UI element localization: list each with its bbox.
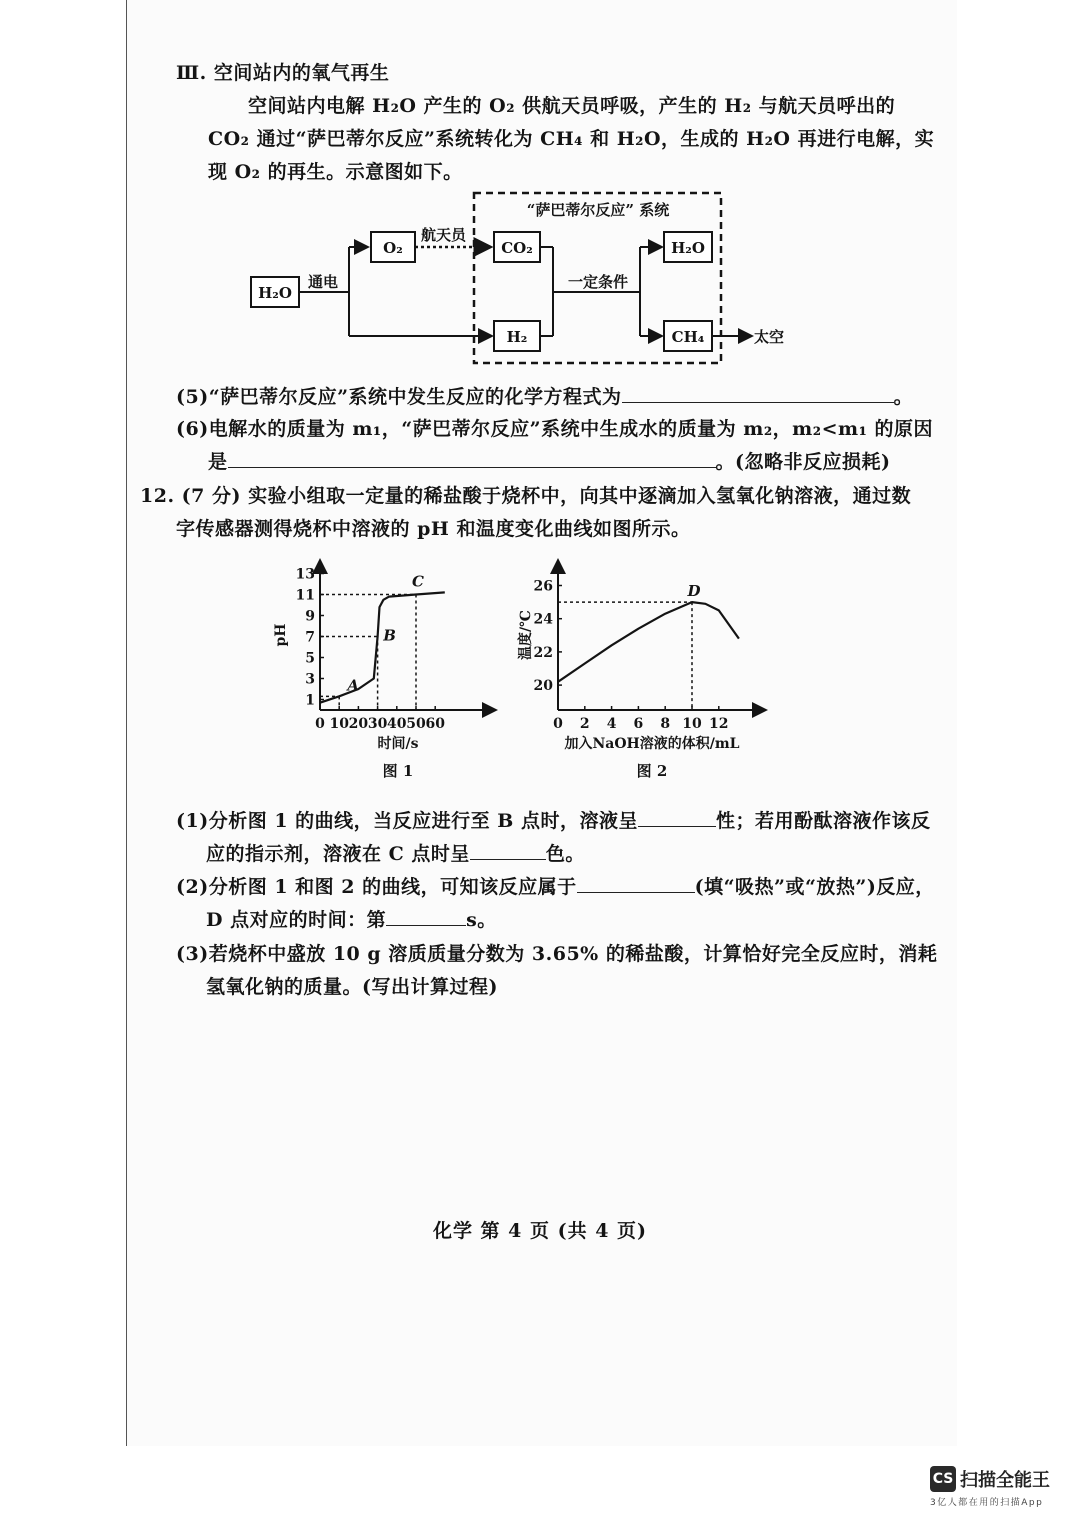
- point-label-A: A: [347, 676, 360, 695]
- watermark-subtitle: 3亿人都在用的扫描App: [930, 1498, 1044, 1508]
- watermark-name: 扫描全能王: [960, 1470, 1050, 1491]
- y-tick-label: 13: [295, 566, 315, 583]
- q12-line-2: 字传感器测得烧杯中溶液的 pH 和温度变化曲线如图所示。: [176, 518, 691, 540]
- x-tick-label: 4: [606, 716, 617, 732]
- x-tick-label: 6: [633, 716, 644, 732]
- q12-sub3-line1: (3)若烧杯中盛放 10 g 溶质质量分数为 3.65% 的稀盐酸，计算恰好完全反应时，消耗: [176, 943, 938, 965]
- x-tick-label: 30: [367, 716, 388, 732]
- paragraph-line-3: 现 O₂ 的再生。示意图如下。: [208, 161, 463, 183]
- o2-label: O₂: [383, 239, 403, 257]
- x-tick-label: 2: [579, 716, 590, 732]
- q12-sub2-blank-2[interactable]: [386, 907, 466, 926]
- space-label: 太空: [754, 328, 785, 346]
- series-line: [558, 602, 739, 682]
- x-tick-label: 10: [329, 716, 349, 732]
- x-tick-label: 0: [553, 716, 563, 732]
- astronaut-label: 航天员: [421, 226, 467, 244]
- y-tick-label: 9: [305, 608, 315, 625]
- co2-label: CO₂: [501, 239, 533, 257]
- x-tick-label: 0: [315, 716, 325, 732]
- q12-sub2-line1: (2)分析图 1 和图 2 的曲线，可知该反应属于 (填“吸热”或“放热”)反应，: [176, 876, 935, 898]
- q12-line-1: 12. (7 分) 实验小组取一定量的稀盐酸于烧杯中，向其中逐滴加入氢氧化钠溶液，通过数: [140, 485, 912, 507]
- point-label-B: B: [383, 626, 396, 645]
- y-axis-label: pH: [273, 623, 289, 647]
- q5-text: (5)“萨巴蒂尔反应”系统中发生反应的化学方程式为 。: [176, 386, 914, 408]
- q6-line-2: 是 。(忽略非反应损耗): [208, 451, 891, 473]
- q12-sub3-line2: 氢氧化钠的质量。(写出计算过程): [206, 976, 498, 998]
- camscanner-logo-icon: CS: [930, 1466, 956, 1492]
- y-tick-label: 3: [305, 671, 315, 688]
- h2o-out-label: H₂O: [671, 239, 705, 257]
- y-tick-label: 20: [533, 678, 553, 695]
- x-tick-label: 20: [348, 716, 369, 732]
- y-tick-label: 22: [533, 644, 553, 661]
- figure-1-ph-chart: [273, 560, 496, 780]
- x-tick-label: 10: [682, 716, 702, 732]
- h2-label: H₂: [506, 328, 528, 346]
- y-tick-label: 5: [305, 650, 315, 667]
- q12-sub1-line1: (1)分析图 1 的曲线，当反应进行至 B 点时，溶液呈 性；若用酚酞溶液作该反: [176, 810, 931, 832]
- q6-answer-blank[interactable]: [228, 449, 716, 468]
- x-tick-label: 60: [425, 716, 445, 732]
- x-axis-label: 时间/s: [377, 736, 419, 752]
- q5-answer-blank[interactable]: [622, 384, 894, 403]
- q12-sub2-line2: D 点对应的时间：第 s。: [206, 909, 497, 931]
- q12-sub2-blank-1[interactable]: [577, 874, 695, 893]
- y-tick-label: 26: [533, 578, 553, 595]
- q12-sub1-blank-1[interactable]: [638, 808, 716, 827]
- series-line: [320, 592, 445, 702]
- paragraph-line-1: 空间站内电解 H₂O 产生的 O₂ 供航天员呼吸，产生的 H₂ 与航天员呼出的: [248, 95, 896, 117]
- figure-caption: 图 2: [636, 762, 668, 780]
- q6-line-1: (6)电解水的质量为 m₁，“萨巴蒂尔反应”系统中生成水的质量为 m₂，m₂<m₁ 的原因: [176, 418, 934, 440]
- figure-2-temperature-chart: [517, 560, 766, 780]
- q12-figures: [0, 550, 1080, 790]
- x-tick-label: 12: [709, 716, 729, 732]
- y-tick-label: 7: [305, 629, 315, 646]
- y-tick-label: 1: [305, 692, 315, 709]
- x-tick-label: 8: [660, 716, 671, 732]
- scanner-watermark: [930, 1466, 1070, 1508]
- paragraph-line-2: CO₂ 通过“萨巴蒂尔反应”系统转化为 CH₄ 和 H₂O，生成的 H₂O 再进行电解，实: [208, 128, 935, 150]
- y-tick-label: 11: [295, 587, 315, 604]
- oxygen-regeneration-diagram: [0, 0, 1080, 380]
- x-tick-label: 50: [406, 716, 426, 732]
- point-label-C: C: [412, 572, 424, 591]
- h2o-in-label: H₂O: [258, 284, 292, 302]
- x-axis-label: 加入NaOH溶液的体积/mL: [564, 736, 740, 752]
- x-tick-label: 40: [387, 716, 407, 732]
- energize-label: 通电: [308, 273, 339, 291]
- q12-sub1-line2: 应的指示剂，溶液在 C 点时呈 色。: [206, 843, 585, 865]
- q12-sub1-blank-2[interactable]: [470, 841, 546, 860]
- ch4-label: CH₄: [671, 328, 705, 346]
- figure-caption: 图 1: [382, 762, 414, 780]
- system-label: “萨巴蒂尔反应” 系统: [526, 201, 670, 219]
- page-footer: 化学 第 4 页 (共 4 页): [432, 1220, 648, 1242]
- y-axis-label: 温度/℃: [518, 610, 534, 660]
- y-tick-label: 24: [533, 611, 553, 628]
- point-label-D: D: [687, 582, 701, 601]
- section-title: Ⅲ. 空间站内的氧气再生: [176, 62, 390, 84]
- condition-label: 一定条件: [568, 273, 629, 291]
